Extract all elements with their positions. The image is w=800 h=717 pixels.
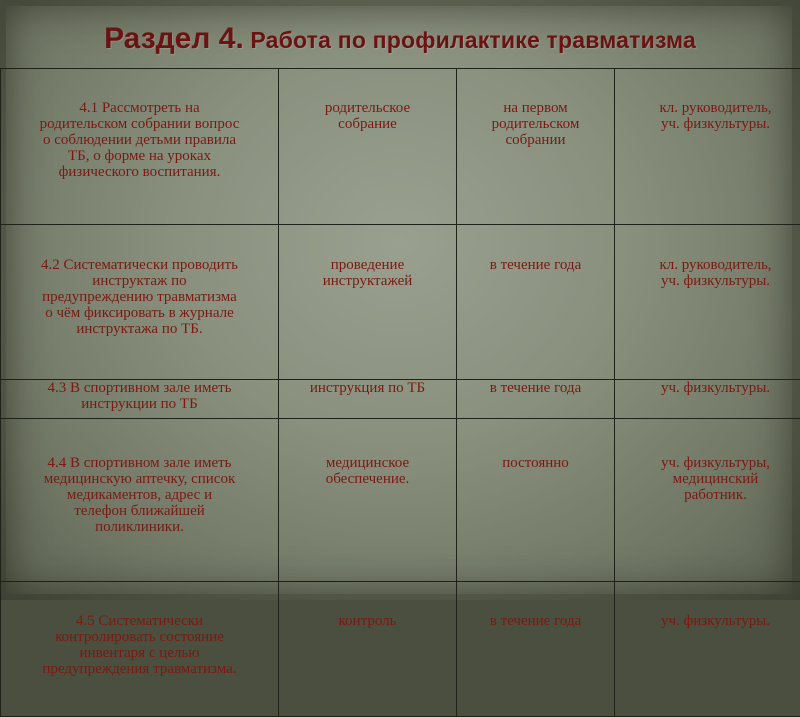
- task-cell: 4.5 Систематически контролировать состояние инвентаря с целью предупреждения травматизма.: [1, 582, 279, 717]
- form-cell: инструкция по ТБ: [279, 380, 457, 419]
- time-cell: в течение года: [457, 380, 615, 419]
- form-cell: контроль: [279, 582, 457, 717]
- time-cell: на первом родительском собрании: [457, 69, 615, 225]
- table-row: [1, 419, 800, 582]
- responsible-cell: кл. руководитель, уч. физкультуры.: [615, 69, 800, 225]
- task-cell: 4.3 В спортивном зале иметь инструкции по ТБ: [1, 380, 279, 419]
- form-cell: проведение инструктажей: [279, 225, 457, 380]
- table-row: [1, 380, 800, 419]
- responsible-cell: кл. руководитель, уч. физкультуры.: [615, 225, 800, 380]
- section-number: Раздел 4.: [104, 22, 244, 55]
- task-cell: 4.4 В спортивном зале иметь медицинскую аптечку, список медикаментов, адрес и телефон ближайшей поликлиники.: [1, 419, 279, 582]
- table-row: [1, 225, 800, 380]
- time-cell: в течение года: [457, 582, 615, 717]
- time-cell: постоянно: [457, 419, 615, 582]
- slide-title: [0, 22, 800, 56]
- table-row: [1, 69, 800, 225]
- form-cell: родительское собрание: [279, 69, 457, 225]
- section-title: Работа по профилактике травматизма: [244, 27, 696, 53]
- responsible-cell: уч. физкультуры.: [615, 582, 800, 717]
- measures-table: [0, 68, 800, 717]
- form-cell: медицинское обеспечение.: [279, 419, 457, 582]
- responsible-cell: уч. физкультуры.: [615, 380, 800, 419]
- responsible-cell: уч. физкультуры, медицинский работник.: [615, 419, 800, 582]
- time-cell: в течение года: [457, 225, 615, 380]
- task-cell: 4.1 Рассмотреть на родительском собрании вопрос о соблюдении детьми правила ТБ, о форме на уроках физического воспитания.: [1, 69, 279, 225]
- task-cell: 4.2 Систематически проводить инструктаж по предупреждению травматизма о чём фиксировать в журнале инструктажа по ТБ.: [1, 225, 279, 380]
- table-row: [1, 582, 800, 717]
